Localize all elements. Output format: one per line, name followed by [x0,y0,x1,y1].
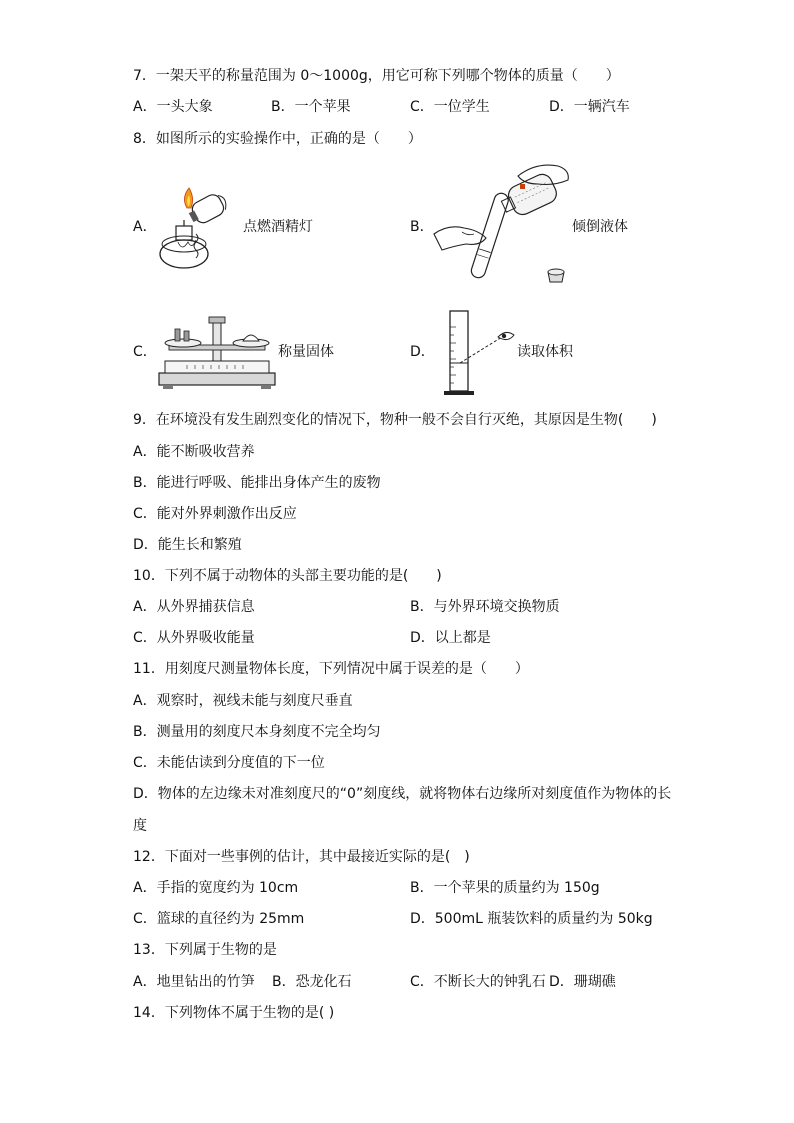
q11-option-b: B．测量用的刻度尺本身刻度不完全均匀 [133,724,381,740]
q8-figure-d-caption: 读取体积 [517,344,573,360]
q8-figure-d-letter: D． [410,344,435,360]
q11-stem: 11．用刻度尺测量物体长度，下列情况中属于误差的是（ ） [133,661,529,677]
q14-stem: 14．下列物体不属于生物的是( ) [133,1005,335,1021]
q7-option-a: A．一头大象 [133,99,213,115]
q13-option-d: D．珊瑚礁 [549,974,616,990]
q9-option-d: D．能生长和繁殖 [133,537,242,553]
q12-option-c: C．篮球的直径约为 25mm [133,911,305,927]
q10-option-a: A．从外界捕获信息 [133,599,255,615]
q12-option-d: D．500mL 瓶装饮料的质量约为 50kg [410,911,653,927]
q11-option-d-line1: D．物体的左边缘未对准刻度尺的“0”刻度线，就将物体右边缘所对刻度值作为物体的长 [133,786,672,802]
q8-figure-a-letter: A． [133,219,157,235]
q7-option-d: D．一辆汽车 [549,99,630,115]
q8-stem: 8．如图所示的实验操作中，正确的是（ ） [133,131,422,147]
q9-stem: 9．在环境没有发生剧烈变化的情况下，物种一般不会自行灭绝，其原因是生物( ) [133,412,657,428]
q7-stem: 7．一架天平的称量范围为 0～1000g，用它可称下列哪个物体的质量（ ） [133,68,620,84]
q8-figure-b-caption: 倾倒液体 [572,219,628,235]
q8-figure-c-letter: C． [133,344,157,360]
q8-figure-c-caption: 称量固体 [278,344,334,360]
q13-option-a: A．地里钻出的竹笋 [133,974,255,990]
q7-option-b: B．一个苹果 [271,99,351,115]
graduated-cylinder-icon [440,307,518,397]
q10-option-c: C．从外界吸收能量 [133,630,255,646]
q8-figure-a-caption: 点燃酒精灯 [243,219,313,235]
q10-option-b: B．与外界环境交换物质 [410,599,560,615]
q13-option-b: B．恐龙化石 [272,974,352,990]
q11-option-a: A．观察时，视线未能与刻度尺垂直 [133,693,353,709]
balance-icon [157,315,277,393]
q10-stem: 10．下列不属于动物体的头部主要功能的是( ) [133,568,442,584]
q9-option-b: B．能进行呼吸、能排出身体产生的废物 [133,475,381,491]
q12-option-a: A．手指的宽度约为 10cm [133,880,299,896]
q12-option-b: B．一个苹果的质量约为 150g [410,880,600,896]
q9-option-a: A．能不断吸收营养 [133,444,255,460]
q7-option-c: C．一位学生 [410,99,490,115]
q11-option-d-line2: 度 [133,818,147,834]
q8-figure-b-letter: B． [410,219,434,235]
pouring-liquid-icon [432,162,572,292]
q13-stem: 13．下列属于生物的是 [133,942,277,958]
q9-option-c: C．能对外界刺激作出反应 [133,506,297,522]
alcohol-lamp-icon [154,182,242,272]
q13-option-c: C．不断长大的钟乳石 [410,974,546,990]
q12-stem: 12．下面对一些事例的估计，其中最接近实际的是( ) [133,849,470,865]
q11-option-c: C．未能估读到分度值的下一位 [133,755,325,771]
q10-option-d: D．以上都是 [410,630,491,646]
